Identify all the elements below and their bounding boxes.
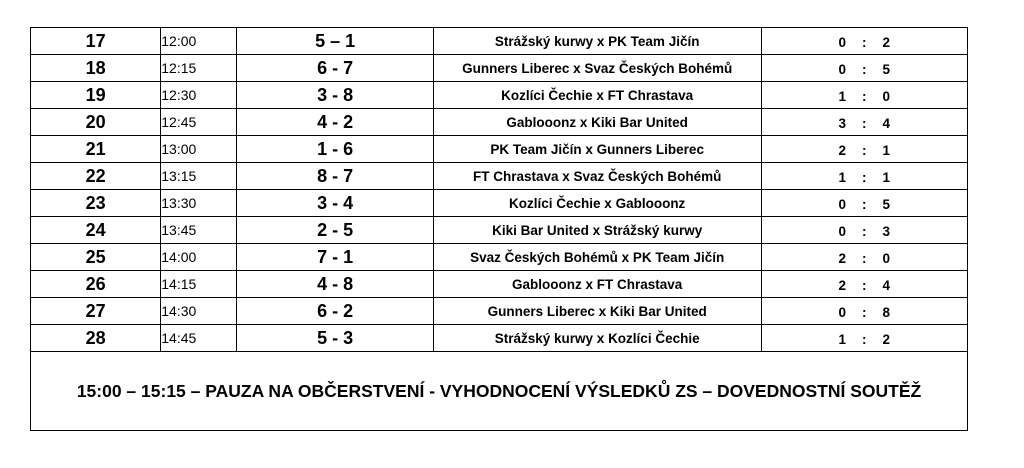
- match-teams: Strážský kurwy x Kozlíci Čechie: [433, 325, 761, 352]
- match-score: [761, 325, 967, 352]
- break-note-text: 15:00 – 15:15 – PAUZA NA OBČERSTVENÍ - VYHODNOCENÍ VÝSLEDKŮ ZS – DOVEDNOSTNÍ SOUTĚŽ: [76, 380, 922, 401]
- match-time: 12:00: [161, 28, 237, 55]
- match-number: 17: [31, 28, 161, 55]
- match-score: [761, 109, 967, 136]
- match-score: [761, 55, 967, 82]
- match-number: 28: [31, 325, 161, 352]
- match-teams: Gunners Liberec x Kiki Bar United: [433, 298, 761, 325]
- table-row: [31, 163, 968, 190]
- away-score: 5: [882, 62, 890, 77]
- match-score: [761, 82, 967, 109]
- match-time: 12:45: [161, 109, 237, 136]
- team-pairing: 3 - 4: [237, 190, 433, 217]
- home-score: 2: [838, 278, 846, 293]
- table-row: [31, 271, 968, 298]
- match-number: 27: [31, 298, 161, 325]
- home-score: 0: [838, 305, 846, 320]
- table-row: [31, 298, 968, 325]
- away-score: 2: [882, 35, 890, 50]
- team-pairing: 6 - 2: [237, 298, 433, 325]
- team-pairing: 1 - 6: [237, 136, 433, 163]
- match-time: 14:00: [161, 244, 237, 271]
- match-teams: Strážský kurwy x PK Team Jičín: [433, 28, 761, 55]
- match-teams: Kiki Bar United x Strážský kurwy: [433, 217, 761, 244]
- match-score: [761, 298, 967, 325]
- home-score: 1: [838, 89, 846, 104]
- away-score: 8: [882, 305, 890, 320]
- home-score: 2: [838, 251, 846, 266]
- match-number: 20: [31, 109, 161, 136]
- match-score: [761, 244, 967, 271]
- table-row: [31, 28, 968, 55]
- score-line: [762, 221, 967, 239]
- score-separator: :: [862, 170, 867, 185]
- match-time: 12:15: [161, 55, 237, 82]
- match-schedule-table: [30, 27, 968, 352]
- score-separator: :: [862, 62, 867, 77]
- score-line: [762, 329, 967, 347]
- table-row: [31, 136, 968, 163]
- score-separator: :: [862, 251, 867, 266]
- team-pairing: 4 - 2: [237, 109, 433, 136]
- score-line: [762, 113, 967, 131]
- match-teams: Gablooonz x Kiki Bar United: [433, 109, 761, 136]
- score-separator: :: [862, 305, 867, 320]
- match-teams: Gablooonz x FT Chrastava: [433, 271, 761, 298]
- schedule-rows: [31, 28, 968, 352]
- match-number: 22: [31, 163, 161, 190]
- team-pairing: 4 - 8: [237, 271, 433, 298]
- match-teams: FT Chrastava x Svaz Českých Bohémů: [433, 163, 761, 190]
- team-pairing: 3 - 8: [237, 82, 433, 109]
- home-score: 1: [838, 170, 846, 185]
- match-teams: Svaz Českých Bohémů x PK Team Jičín: [433, 244, 761, 271]
- away-score: 4: [882, 116, 890, 131]
- match-teams: Kozlíci Čechie x FT Chrastava: [433, 82, 761, 109]
- away-score: 1: [882, 143, 890, 158]
- score-separator: :: [862, 224, 867, 239]
- away-score: 2: [882, 332, 890, 347]
- away-score: 4: [882, 278, 890, 293]
- score-line: [762, 32, 967, 50]
- score-separator: :: [862, 332, 867, 347]
- score-separator: :: [862, 116, 867, 131]
- table-row: [31, 109, 968, 136]
- home-score: 3: [838, 116, 846, 131]
- home-score: 0: [838, 197, 846, 212]
- team-pairing: 2 - 5: [237, 217, 433, 244]
- away-score: 5: [882, 197, 890, 212]
- match-score: [761, 136, 967, 163]
- match-score: [761, 217, 967, 244]
- away-score: 3: [882, 224, 890, 239]
- match-time: 13:30: [161, 190, 237, 217]
- score-separator: :: [862, 89, 867, 104]
- score-line: [762, 302, 967, 320]
- table-row: [31, 217, 968, 244]
- team-pairing: 7 - 1: [237, 244, 433, 271]
- score-separator: :: [862, 278, 867, 293]
- home-score: 2: [838, 143, 846, 158]
- table-row: [31, 82, 968, 109]
- match-score: [761, 163, 967, 190]
- away-score: 0: [882, 251, 890, 266]
- match-number: 21: [31, 136, 161, 163]
- match-number: 24: [31, 217, 161, 244]
- team-pairing: 5 – 1: [237, 28, 433, 55]
- home-score: 0: [838, 35, 846, 50]
- match-number: 25: [31, 244, 161, 271]
- score-line: [762, 275, 967, 293]
- score-line: [762, 167, 967, 185]
- score-separator: :: [862, 35, 867, 50]
- match-number: 19: [31, 82, 161, 109]
- table-row: [31, 325, 968, 352]
- score-separator: :: [862, 197, 867, 212]
- match-score: [761, 28, 967, 55]
- match-teams: PK Team Jičín x Gunners Liberec: [433, 136, 761, 163]
- home-score: 1: [838, 332, 846, 347]
- match-time: 12:30: [161, 82, 237, 109]
- match-score: [761, 190, 967, 217]
- match-teams: Kozlíci Čechie x Gablooonz: [433, 190, 761, 217]
- team-pairing: 8 - 7: [237, 163, 433, 190]
- break-announcement: [30, 352, 968, 431]
- table-row: [31, 55, 968, 82]
- score-line: [762, 140, 967, 158]
- table-row: [31, 190, 968, 217]
- team-pairing: 6 - 7: [237, 55, 433, 82]
- match-time: 14:45: [161, 325, 237, 352]
- score-line: [762, 59, 967, 77]
- score-line: [762, 194, 967, 212]
- team-pairing: 5 - 3: [237, 325, 433, 352]
- home-score: 0: [838, 62, 846, 77]
- match-time: 14:30: [161, 298, 237, 325]
- match-time: 13:15: [161, 163, 237, 190]
- score-line: [762, 248, 967, 266]
- score-separator: :: [862, 143, 867, 158]
- away-score: 1: [882, 170, 890, 185]
- match-time: 13:00: [161, 136, 237, 163]
- match-time: 13:45: [161, 217, 237, 244]
- home-score: 0: [838, 224, 846, 239]
- match-number: 26: [31, 271, 161, 298]
- score-line: [762, 86, 967, 104]
- match-teams: Gunners Liberec x Svaz Českých Bohémů: [433, 55, 761, 82]
- match-time: 14:15: [161, 271, 237, 298]
- table-row: [31, 244, 968, 271]
- match-number: 18: [31, 55, 161, 82]
- match-number: 23: [31, 190, 161, 217]
- away-score: 0: [882, 89, 890, 104]
- match-score: [761, 271, 967, 298]
- schedule-sheet: [30, 27, 968, 431]
